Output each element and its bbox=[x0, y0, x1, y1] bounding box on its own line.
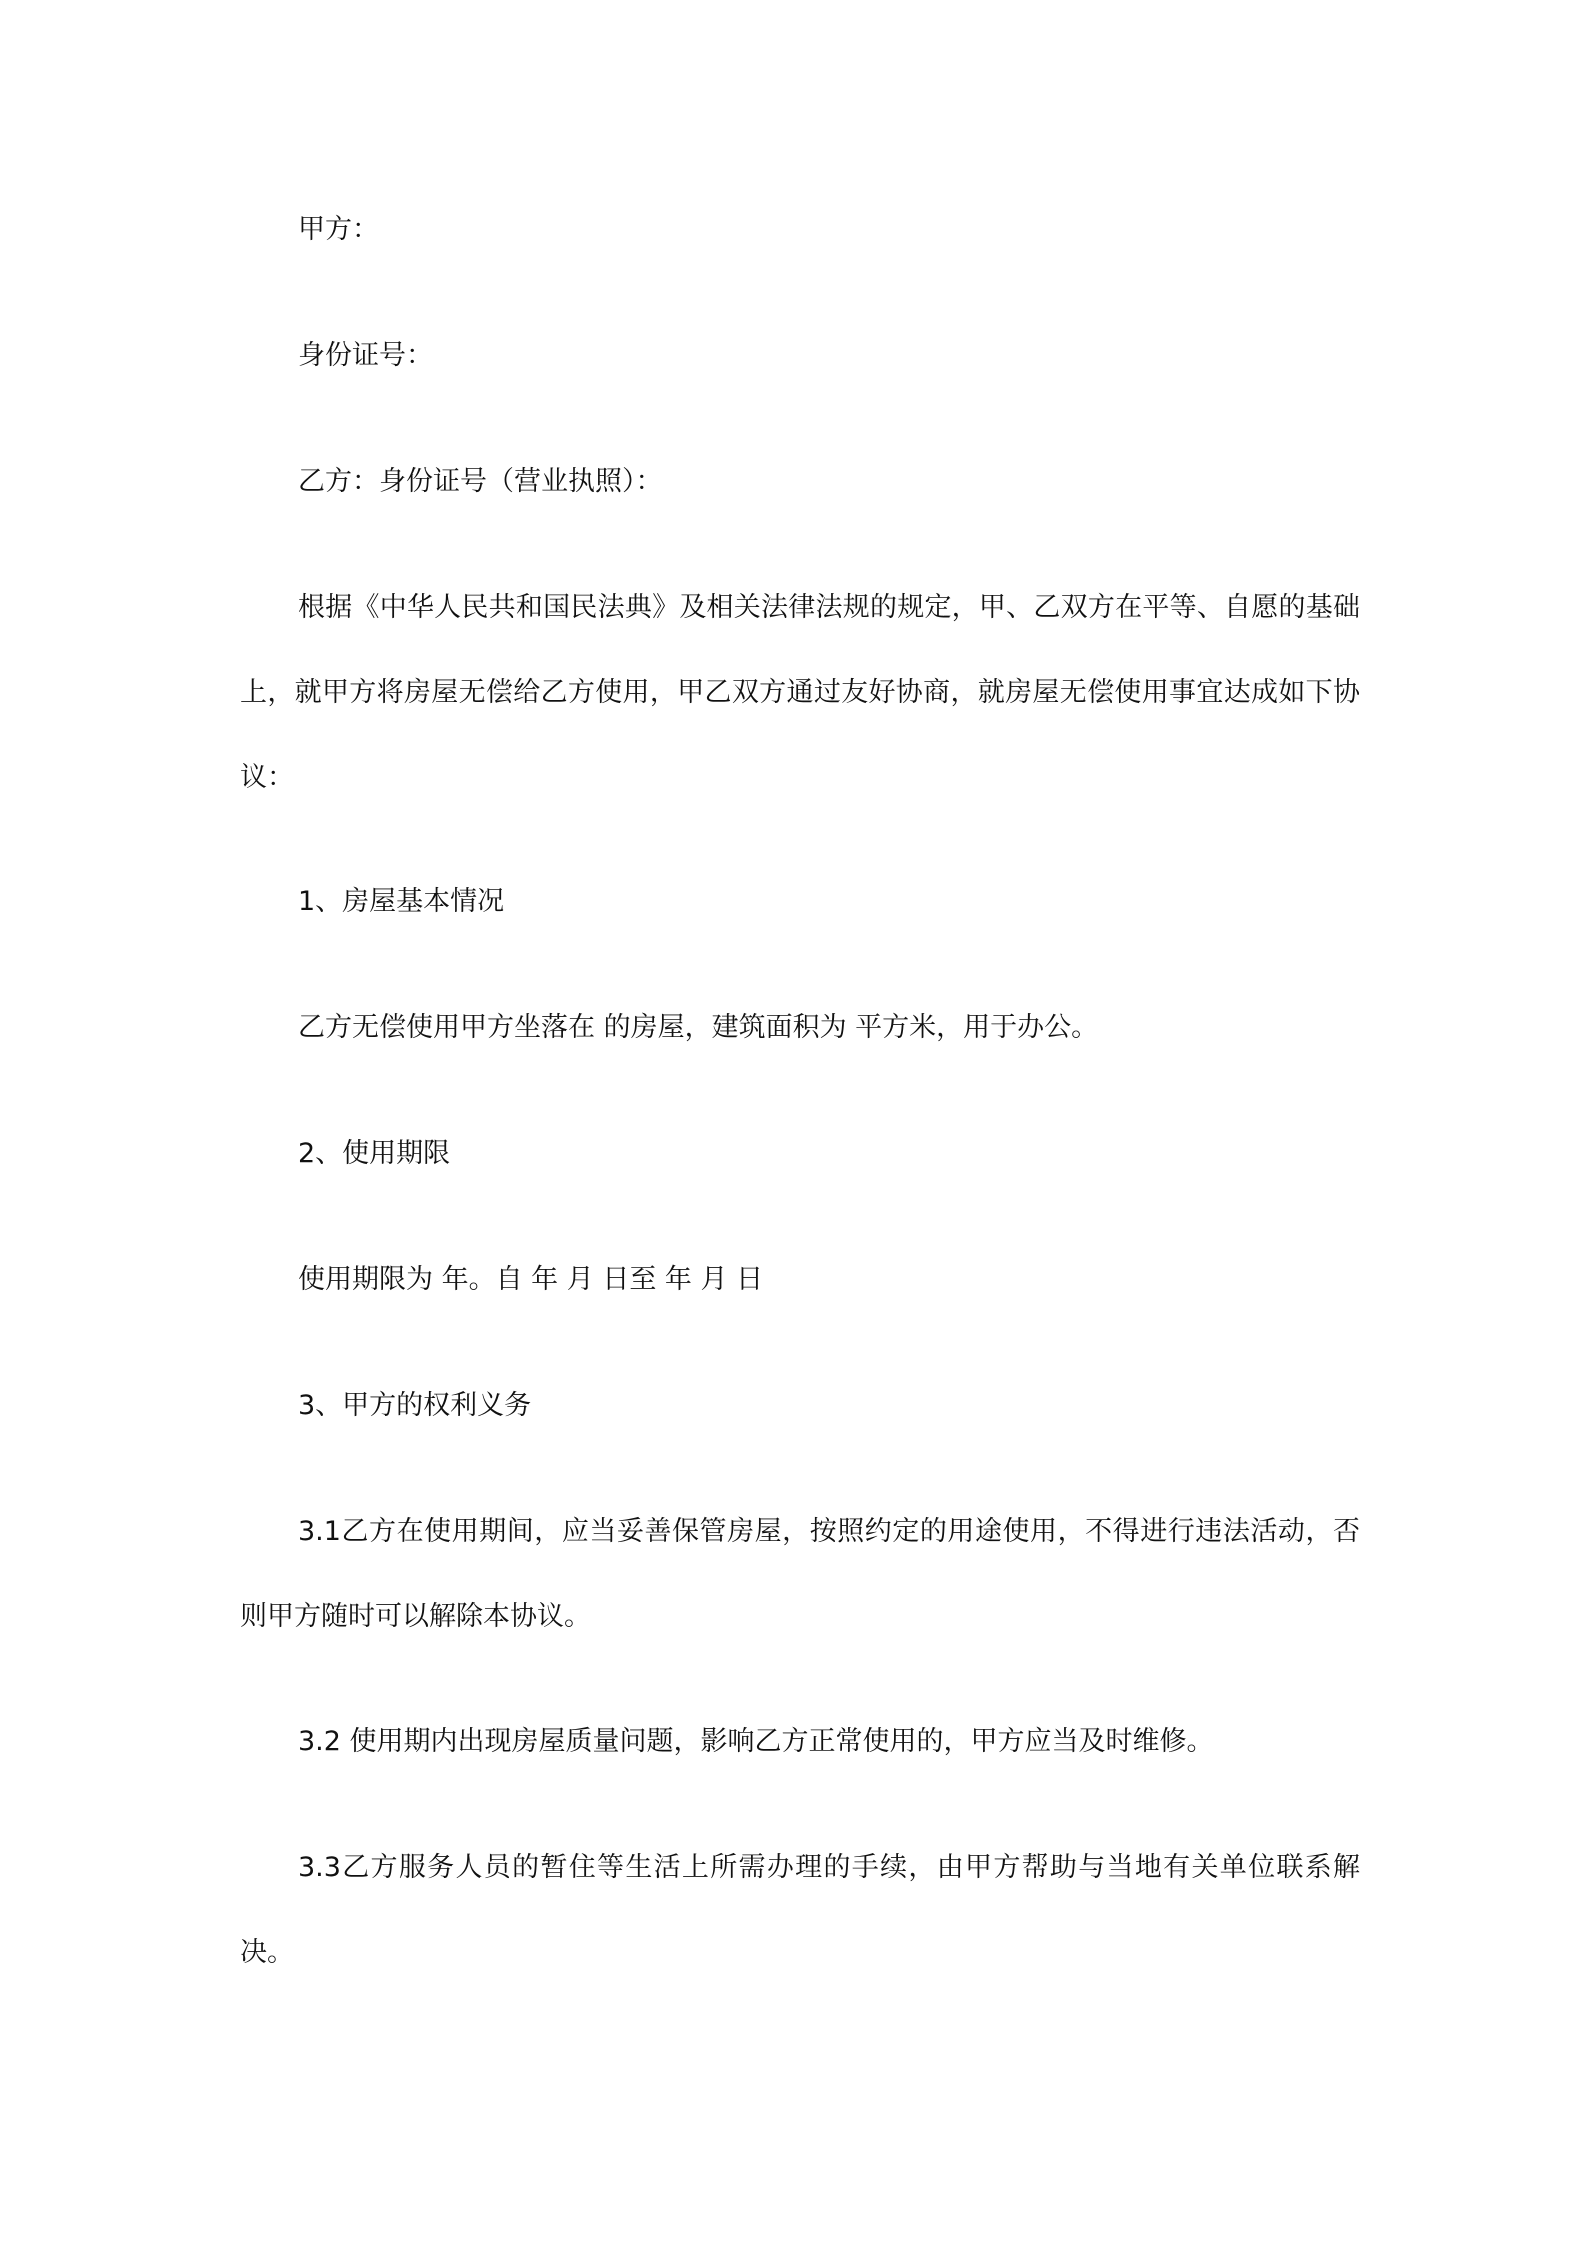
party-b-line: 乙方：身份证号（营业执照）： bbox=[298, 466, 663, 497]
clause-3-1: 3.1乙方在使用期间，应当妥善保管房屋，按照约定的用途使用，不得进行违法活动，否则甲方随时可以解除本协议。 bbox=[240, 1516, 1360, 1632]
clause-3-2: 3.2 使用期内出现房屋质量问题，影响乙方正常使用的，甲方应当及时维修。 bbox=[298, 1726, 1214, 1757]
section-1-title: 1、房屋基本情况 bbox=[298, 886, 505, 917]
preamble-paragraph: 根据《中华人民共和国民法典》及相关法律法规的规定，甲、乙双方在平等、自愿的基础上，就甲方将房屋无偿给乙方使用，甲乙双方通过友好协商，就房屋无偿使用事宜达成如下协议： bbox=[240, 592, 1360, 793]
party-a-id-line: 身份证号： bbox=[298, 340, 433, 371]
clause-3-3: 3.3乙方服务人员的暂住等生活上所需办理的手续，由甲方帮助与当地有关单位联系解决。 bbox=[240, 1852, 1360, 1968]
section-2-body: 使用期限为 年。自 年 月 日至 年 月 日 bbox=[298, 1264, 764, 1295]
section-1-body: 乙方无偿使用甲方坐落在 的房屋，建筑面积为 平方米，用于办公。 bbox=[298, 1012, 1099, 1043]
section-3-title: 3、甲方的权利义务 bbox=[298, 1390, 532, 1421]
section-2-title: 2、使用期限 bbox=[298, 1138, 451, 1169]
party-a-line: 甲方： bbox=[298, 214, 379, 245]
